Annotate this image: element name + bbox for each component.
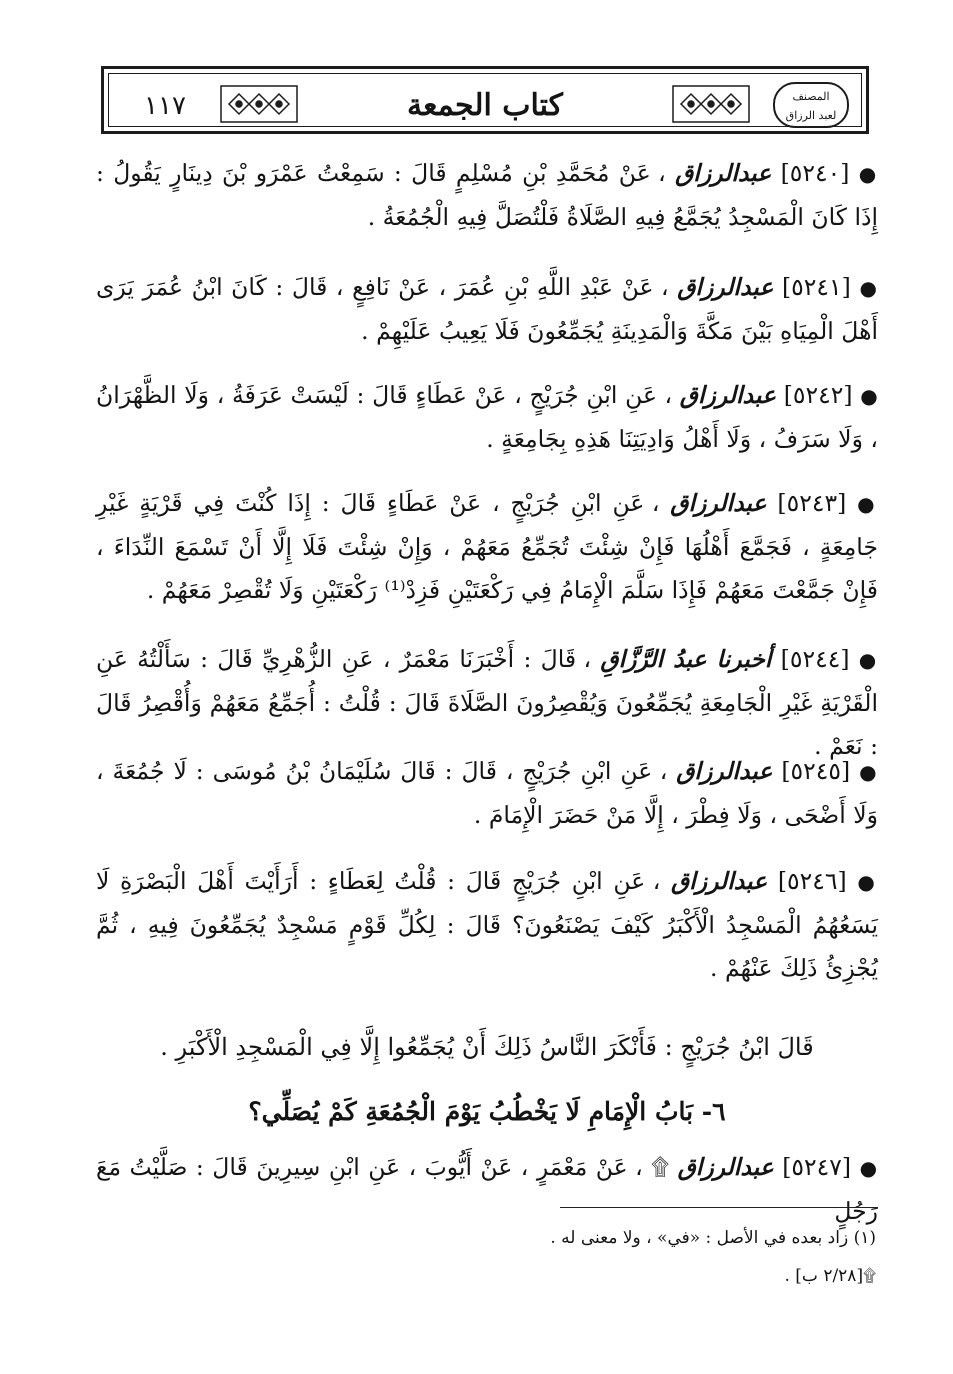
bullet-icon: ● <box>858 162 879 186</box>
entry-number: [٥٢٤٢] <box>783 381 853 409</box>
entry-text: ، عَنِ ابْنِ جُرَيْجٍ قَالَ : قُلْتُ لِعَطَاءٍ : أَرَأَيْتَ أَهْلَ الْبَصْرَةِ لَا يَسَعُهُمُ الْمَسْجِدُ الْأَكْبَرُ كَيْفَ يَصْنَعُونَ؟ قَالَ : لِكُلِّ قَوْمٍ مَسْجِدٌ يُجَمِّعُونَ فِيهِ ، ثُمَّ يُجْزِئُ ذَلِكَ عَنْهُمْ . <box>96 867 878 982</box>
bullet-icon: ● <box>857 870 878 894</box>
narrator-name: عبدالرزاق <box>677 1153 774 1181</box>
entry-number: [٥٢٤٣] <box>777 489 847 517</box>
narrator-name: عبدالرزاق <box>676 757 773 785</box>
footnote-1: (١) زاد بعده في الأصل : «في» ، ولا معنى له . <box>550 1228 876 1248</box>
entry-text: ، قَالَ : أَخْبَرَنَا مَعْمَرٌ ، عَنِ الزُّهْرِيِّ قَالَ : سَأَلْتُهُ عَنِ الْقَرْيَةِ غَيْرِ الْجَامِعَةِ يُجَمِّعُونَ وَيُقْصِرُونَ الصَّلَاةَ قَالَ : قُلْتُ : أُجَمِّعُ مَعَهُمْ وَأُقْصِرُ قَالَ : نَعَمْ . <box>96 645 878 760</box>
publisher-logo <box>773 82 849 128</box>
hadith-entry <box>96 750 878 837</box>
narrator-name: عبدالرزاق <box>670 489 767 517</box>
hadith-entry <box>96 638 878 768</box>
hadith-entry <box>96 860 878 990</box>
hadith-entry <box>96 152 878 239</box>
entry-text: ، عَنِ ابْنِ جُرَيْجٍ ، قَالَ : قَالَ سُلَيْمَانُ بْنُ مُوسَى : لَا جُمُعَةَ ، وَلَا أَضْحَى ، وَلَا فِطْرَ ، إِلَّا مَنْ حَضَرَ الْإِمَامَ . <box>96 757 878 829</box>
folio-marker: ۩ <box>651 1153 670 1181</box>
bullet-icon: ● <box>859 1156 878 1180</box>
entry-text: ، عَنِ ابْنِ جُرَيْجٍ ، عَنْ عَطَاءٍ قَالَ : لَيْسَتْ عَرَفَةُ ، وَلَا الظَّهْرَانُ ، وَلَا سَرَفُ ، وَلَا أَهْلُ وَادِيَتِنَا هَذِهِ بِجَامِعَةٍ . <box>96 381 878 453</box>
logo-line-1: المصنف <box>792 90 830 103</box>
entry-number: [٥٢٤١] <box>782 273 851 301</box>
page-number: ١١٧ <box>144 91 186 121</box>
bullet-icon: ● <box>859 276 879 300</box>
entry-text: ، عَنِ ابْنِ جُرَيْجٍ ، عَنْ عَطَاءٍ قَالَ : إِذَا كُنْتَ فِي قَرْيَةٍ غَيْرِ جَامِعَةٍ ، فَجَمَّعَ أَهْلُهَا فَإِنْ شِئْتَ تُجَمِّعُ مَعَهُمْ ، وَإِنْ شِئْتَ فَلَا إِلَّا أَنْ تَسْمَعَ النِّدَاءَ ، فَإِنْ جَمَّعْتَ مَعَهُمْ فَإِذَا سَلَّمَ الْإِمَامُ فِي رَكْعَتَيْنِ فَزِدْ⁽¹⁾ رَكْعَتَيْنِ وَلَا تُقْصِرْ مَعَهُمْ . <box>96 489 878 604</box>
footnote-folio: ۩[٢/٢٨ ب] . <box>784 1266 876 1286</box>
entry-number: [٥٢٤٦] <box>777 867 847 895</box>
bullet-icon: ● <box>857 492 878 516</box>
chapter-heading: ٦- بَابُ الْإِمَامِ لَا يَخْطُبُ يَوْمَ الْجُمُعَةِ كَمْ يُصَلِّي؟ <box>248 1097 726 1126</box>
entry-text: ، عَنْ مُحَمَّدِ بْنِ مُسْلِمٍ قَالَ : سَمِعْتُ عَمْرَو بْنَ دِينَارٍ يَقُولُ : إِذَا كَانَ الْمَسْجِدُ يُجَمَّعُ فِيهِ الصَّلَاةُ فَلْتُصَلَّ فِيهِ الْجُمُعَةُ . <box>96 159 878 231</box>
narrator-name: عبدالرزاق <box>677 273 774 301</box>
hadith-entry-last <box>96 1146 878 1233</box>
logo-line-2: لعبد الرزاق <box>785 109 837 122</box>
page-header <box>101 66 869 134</box>
book-title: كتاب الجمعة <box>407 88 563 123</box>
narrator-name: عبدالرزاق <box>679 381 776 409</box>
narrator-name: أخبرنا عبدُ الرَّزَّاقِ <box>600 645 772 673</box>
hadith-entry <box>96 266 878 353</box>
entry-number: [٥٢٤٥] <box>781 757 851 785</box>
entry-number: [٥٢٤٠] <box>780 159 850 187</box>
narrator-name: عبدالرزاق <box>670 867 768 895</box>
entry-number: [٥٢٤٧] <box>782 1153 852 1181</box>
footnote-divider <box>560 1207 878 1208</box>
entry-text: ، عَنْ عَبْدِ اللَّهِ بْنِ عُمَرَ ، عَنْ نَافِعٍ ، قَالَ : كَانَ ابْنُ عُمَرَ يَرَى أَهْلَ الْمِيَاهِ بَيْنَ مَكَّةَ وَالْمَدِينَةِ يُجَمِّعُونَ فَلَا يَعِيبُ عَلَيْهِمْ . <box>96 273 878 345</box>
entry-text: ، عَنْ مَعْمَرٍ ، عَنْ أَيُّوبَ ، عَنِ ابْنِ سِيرِينَ قَالَ : صَلَّيْتُ مَعَ رَجُلٍ <box>96 1153 878 1225</box>
bullet-icon: ● <box>859 760 878 784</box>
hadith-entry <box>96 482 878 612</box>
ibn-jurayj-quote: قَالَ ابْنُ جُرَيْجٍ : فَأَنْكَرَ النَّاسُ ذَلِكَ أَنْ يُجَمِّعُوا إِلَّا فِي الْمَسْجِدِ الْأَكْبَرِ . <box>160 1033 814 1061</box>
bullet-icon: ● <box>860 384 878 408</box>
header-frame <box>108 73 862 127</box>
hadith-entry <box>96 374 878 461</box>
narrator-name: عبدالرزاق <box>675 159 772 187</box>
bullet-icon: ● <box>858 648 878 672</box>
entry-number: [٥٢٤٤] <box>780 645 850 673</box>
